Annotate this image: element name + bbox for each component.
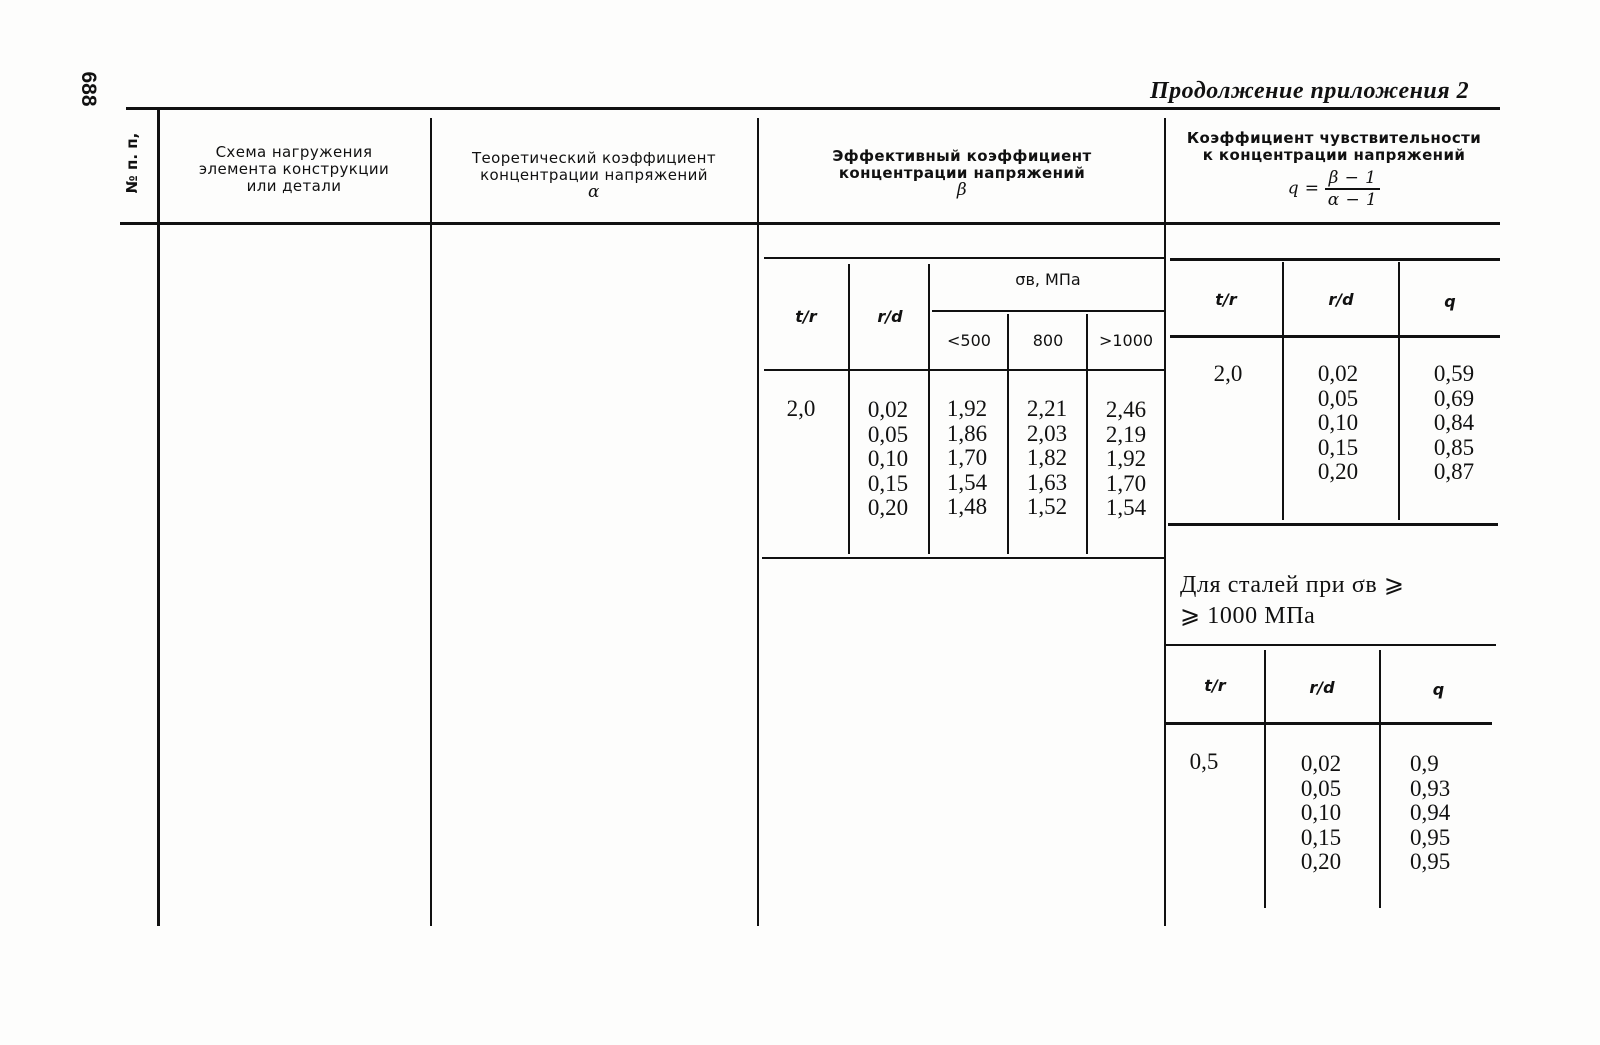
list-item: 0,93 [1410, 775, 1451, 801]
beta-r-d-column [850, 398, 926, 521]
list-item: 0,05 [1300, 775, 1342, 801]
beta-symbol: β [956, 180, 968, 200]
q1-q-column [1404, 362, 1504, 485]
column-divider-3 [757, 118, 759, 926]
q2-header-q: q [1432, 680, 1445, 699]
list-item: 1,54 [946, 469, 988, 495]
list-item: 0,10 [1317, 410, 1359, 435]
header-q [1168, 130, 1500, 210]
q-formula-numerator: β − 1 [1325, 168, 1381, 190]
list-item: 2,03 [1026, 420, 1068, 446]
list-item: 0,84 [1433, 410, 1475, 435]
list-item: 1,92 [946, 396, 988, 421]
list-item: 0,94 [1410, 800, 1451, 825]
q-table1-bottom-rule [1168, 523, 1498, 526]
beta-table-header-rule [764, 369, 1164, 371]
list-item: 0,20 [867, 495, 909, 520]
list-item: 0,95 [1410, 849, 1451, 874]
alpha-symbol: α [588, 182, 600, 202]
q-formula-fraction [1325, 168, 1381, 210]
q-formula [1168, 168, 1500, 210]
q1-header-t-r: t/r [1215, 290, 1237, 309]
beta-header-t-r: t/r [795, 307, 817, 326]
steel-note [1180, 570, 1490, 632]
list-item: 0,05 [1317, 385, 1359, 411]
beta-table-top-rule [764, 257, 1164, 259]
list-item: 0,15 [1317, 434, 1359, 460]
list-item: 1,52 [1026, 494, 1068, 519]
beta-header-sigma-lt500: <500 [947, 331, 991, 350]
beta-table-bottom-rule [762, 557, 1164, 559]
list-item: 0,59 [1433, 361, 1475, 386]
sigma-header-rule [932, 310, 1164, 312]
list-item: 0,02 [867, 397, 909, 422]
list-item: 1,70 [946, 445, 988, 470]
header-q-line: к концентрации напряжений [1202, 146, 1466, 164]
header-beta-line: Эффективный коэффициент [832, 147, 1092, 165]
q-table2-top-rule [1166, 644, 1496, 646]
list-item: 0,05 [867, 421, 909, 447]
header-alpha-line: концентрации напряжений [480, 166, 708, 184]
list-item: 0,15 [1300, 824, 1342, 850]
header-scheme-line: элемента конструкции [198, 160, 390, 178]
list-item: 2,21 [1026, 396, 1068, 421]
q-table1-top-rule [1170, 258, 1500, 261]
header-scheme [162, 144, 426, 195]
q2-header-r-d: r/d [1309, 678, 1335, 697]
q1-header-r-d: r/d [1328, 290, 1354, 309]
q-table2-header-rule [1166, 722, 1492, 725]
running-title: Продолжение приложения 2 [1150, 78, 1470, 104]
beta-header-sigma: σв, МПа [1015, 270, 1081, 289]
beta-header-r-d: r/d [877, 307, 903, 326]
list-item: 1,82 [1026, 445, 1068, 470]
list-item: 0,02 [1317, 361, 1359, 386]
column-divider-1 [157, 108, 160, 926]
list-item: 1,70 [1105, 470, 1147, 496]
list-item: 0,10 [1300, 800, 1342, 825]
table-top-rule [126, 107, 1500, 110]
q2-t-r-value: 0,5 [1189, 749, 1219, 774]
list-item: 0,9 [1410, 751, 1439, 776]
list-item: 1,54 [1105, 495, 1147, 520]
q1-r-d-column [1286, 362, 1390, 485]
list-item: 1,63 [1026, 469, 1068, 495]
q-table1-header-rule [1170, 335, 1500, 338]
header-beta [760, 148, 1164, 199]
list-item: 1,48 [946, 494, 988, 519]
column-divider-4 [1164, 118, 1166, 926]
list-item: 0,10 [867, 446, 909, 471]
list-item: 0,02 [1300, 751, 1342, 776]
q-formula-lhs: q = [1287, 178, 1320, 199]
list-item: 0,20 [1317, 459, 1359, 484]
beta-gt1000-column [1088, 398, 1164, 521]
header-beta-line: концентрации напряжений [838, 164, 1086, 182]
page-number: 688 [77, 71, 100, 107]
header-alpha [434, 150, 754, 201]
q2-r-d-column [1274, 752, 1368, 875]
list-item: 2,19 [1105, 421, 1147, 447]
column-divider-2 [430, 118, 432, 926]
q1-t-r-value: 2,0 [1213, 361, 1243, 386]
list-item: 0,95 [1410, 824, 1451, 850]
list-item: 0,85 [1433, 434, 1475, 460]
q2-header-t-r: t/r [1204, 676, 1226, 695]
header-item-number: № п. п, [123, 132, 141, 194]
list-item: 0,20 [1300, 849, 1342, 874]
header-alpha-line: Теоретический коэффициент [471, 149, 717, 167]
beta-header-sigma-800: 800 [1032, 331, 1064, 350]
header-q-line: Коэффициент чувствительности [1186, 129, 1482, 147]
list-item: 1,86 [946, 420, 988, 446]
beta-800-column [1009, 397, 1085, 520]
header-scheme-line: или детали [246, 177, 342, 195]
header-scheme-line: Схема нагружения [215, 143, 373, 161]
beta-header-sigma-gt1000: >1000 [1098, 331, 1154, 350]
header-bottom-rule [120, 222, 1500, 225]
q2-q-column [1410, 752, 1470, 875]
list-item: 0,69 [1433, 385, 1475, 411]
beta-lt500-column [930, 397, 1004, 520]
steel-note-line: ⩾ 1000 МПа [1180, 603, 1316, 629]
list-item: 1,92 [1105, 446, 1147, 471]
q-formula-denominator: α − 1 [1327, 190, 1378, 210]
list-item: 0,87 [1433, 459, 1475, 484]
q1-header-q: q [1444, 292, 1456, 311]
list-item: 2,46 [1105, 397, 1147, 422]
list-item: 0,15 [867, 470, 909, 496]
beta-t-r-value: 2,0 [786, 396, 816, 421]
steel-note-line: Для сталей при σв ⩾ [1180, 572, 1405, 598]
